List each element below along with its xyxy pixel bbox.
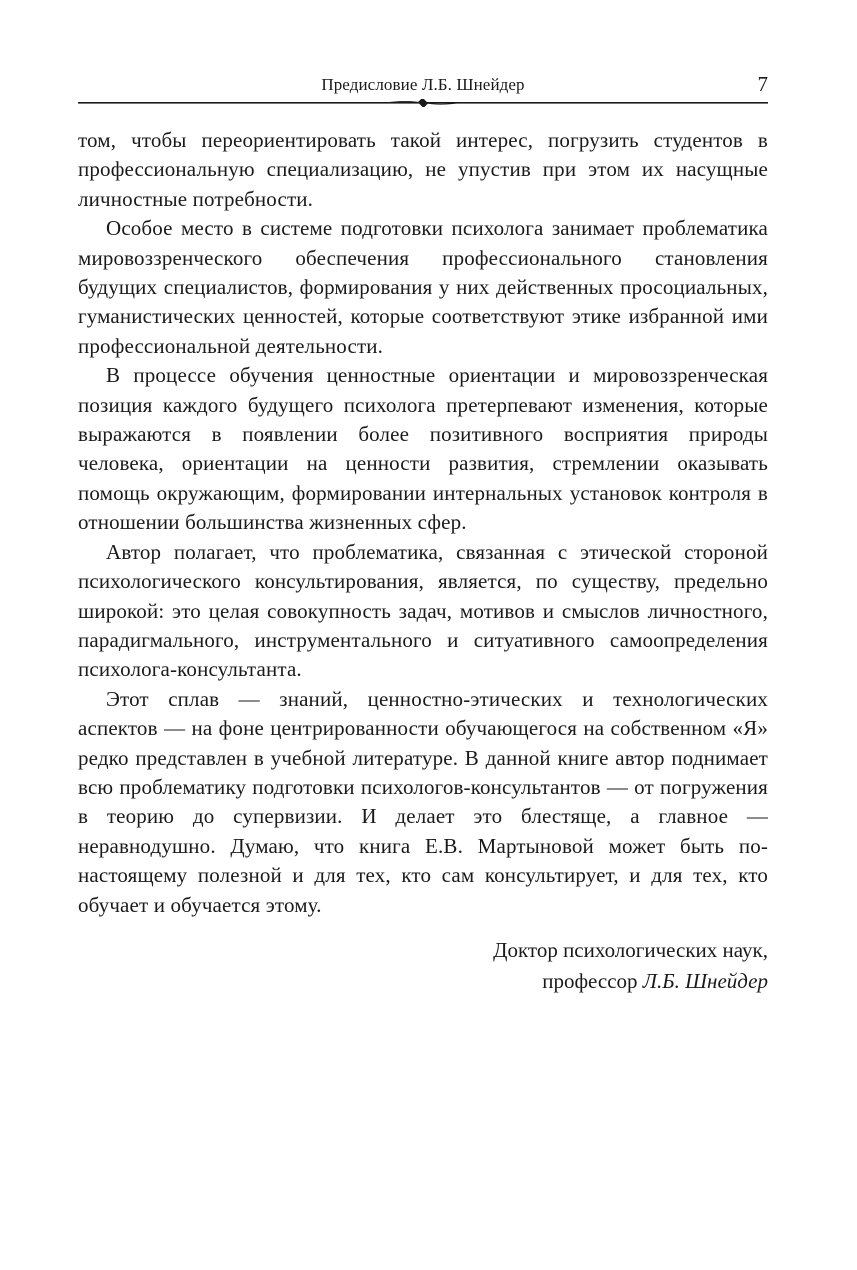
running-title: Предисловие Л.Б. Шнейдер — [321, 75, 525, 94]
page-number: 7 — [757, 72, 768, 96]
running-head — [78, 70, 768, 100]
paragraph-1: том, чтобы переориентировать такой интерес, погрузить студентов в профессиональную специализацию, не упустив при этом их насущные личностные потребности. — [78, 128, 768, 211]
signature-degree: Доктор психологических наук, — [493, 938, 768, 962]
paragraph-2: Особое место в системе подготовки психолога занимает проблематика мировоззренческого обеспечения профессионального становления будущих специалистов, формирования у них действенных просоциальных, гуманистических ценностей, которые соответствуют этике избранной ими профессиональной деятельности. — [78, 216, 768, 358]
body-text — [78, 126, 768, 920]
header-rule — [78, 99, 768, 107]
signature-title: профессор — [542, 969, 638, 993]
paragraph-5: Этот сплав — знаний, ценностно-этических и технологических аспектов — на фоне центрированности обучающегося на собственном «Я» редко представлен в учебной литературе. В данной книге автор поднимает всю проблематику подготовки психологов-консультантов — от погружения в теорию до супервизии. И делает это блестяще, а главное — неравнодушно. Думаю, что книга Е.В. Мартыновой может быть по-настоящему полезной и для тех, кто сам консультирует, и для тех, кто обучает и обучается этому. — [78, 686, 768, 917]
signature-line — [78, 966, 768, 997]
signature — [78, 935, 768, 997]
paragraph-4: Автор полагает, что проблематика, связанная с этической стороной психологического консультирования, является, по существу, предельно широкой: это целая совокупность задач, мотивов и смыслов личностного, парадигмального, инструментального и ситуативного самоопределения психолога-консультанта. — [78, 539, 768, 682]
paragraph-3: В процессе обучения ценностные ориентации и мировоззренческая позиция каждого будущего психолога претерпевают изменения, которые выражаются в появлении более позитивного восприятия природы человека, ориентации на ценности развития, стремлении оказывать помощь окружающим, формировании интернальных установок контроля в отношении большинства жизненных сфер. — [78, 363, 768, 535]
signature-name: Л.Б. Шнейдер — [642, 969, 768, 993]
